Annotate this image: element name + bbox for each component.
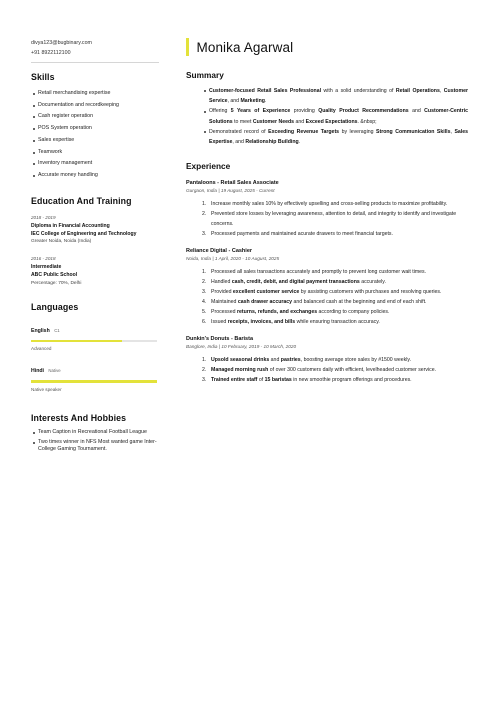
text-run: .: [298, 139, 301, 146]
job-duty: [202, 199, 468, 209]
name-accent-bar: [186, 38, 189, 56]
language-description: Advanced: [31, 346, 52, 352]
text-run: ,: [439, 88, 444, 94]
summary-item: [204, 106, 468, 126]
text-run: and: [294, 118, 306, 125]
text-run: , and: [232, 139, 246, 146]
duty-number: 5.: [202, 309, 207, 316]
duty-number: 6.: [202, 319, 207, 326]
language-level-fill: [31, 340, 122, 342]
skill-item: Retail merchandising expertise: [31, 88, 159, 100]
language-code: C1: [54, 328, 60, 334]
duty-number: 1.: [202, 269, 207, 276]
job-duties: [202, 355, 468, 385]
emphasis-text: Retail Operations: [395, 88, 440, 94]
job-duty: [202, 365, 468, 375]
left-column: [31, 38, 159, 456]
experience-heading: Experience: [186, 161, 231, 172]
name-header: [186, 37, 468, 57]
duty-number: 1.: [202, 357, 207, 364]
language-name: Hindi: [31, 368, 44, 375]
job-entry: [186, 335, 468, 385]
language-code: Native: [48, 368, 61, 374]
emphasis-text: excellent customer service: [232, 289, 300, 296]
text-run: while ensuring transaction accuracy.: [295, 319, 380, 326]
text-run: , and: [227, 98, 241, 105]
summary-item: [204, 86, 468, 106]
text-run: .: [264, 98, 267, 105]
duty-number: 4.: [202, 299, 207, 306]
duty-number: 2.: [202, 367, 207, 374]
interest-item: Two times winner in NFS Most wanted game Inter-College Gaming Tournament.: [31, 439, 159, 454]
job-title: Reliance Digital - Cashier: [186, 248, 253, 255]
interests-list: [31, 429, 159, 454]
contact-email[interactable]: divya123@bugbinary.com: [31, 40, 92, 46]
job-meta: Noida, India | 1 April, 2020 - 10 August, 2025: [186, 256, 280, 262]
job-entry: [186, 247, 468, 327]
skill-item: Documentation and recordkeeping: [31, 100, 159, 112]
job-duty: [202, 209, 468, 229]
emphasis-text: Strong Communication Skills: [376, 128, 451, 135]
language-level-bar: [31, 380, 157, 382]
summary-item: [204, 127, 468, 147]
skill-item: Inventory management: [31, 158, 159, 170]
education-detail: Percentage: 70%, Delhi: [31, 280, 82, 286]
emphasis-text: Customer-Centric Solutions: [209, 108, 468, 125]
interest-item: Team Caption in Recreational Football League: [31, 429, 159, 437]
education-date: 2018 - 2019: [31, 214, 56, 220]
emphasis-text: Customer Needs: [252, 118, 295, 125]
text-run: in new smoothie program offerings and procedures.: [291, 377, 412, 384]
text-run: according to company policies.: [317, 309, 390, 316]
education-heading: Education And Training: [31, 195, 132, 206]
text-run: . &nbsp;: [357, 118, 377, 125]
job-duty: [202, 229, 468, 239]
text-run: ,: [450, 128, 455, 135]
text-run: Maintained: [211, 299, 238, 306]
job-title: Dunkin's Donuts - Barista: [186, 336, 254, 343]
skill-item: Sales expertise: [31, 135, 159, 147]
contact-phone[interactable]: +91 8922112100: [31, 50, 71, 56]
language-level-fill: [31, 380, 157, 382]
education-degree: Intermediate: [31, 263, 62, 270]
text-run: providing: [290, 108, 319, 115]
job-duty: [202, 375, 468, 385]
job-entry: [186, 179, 468, 239]
duty-number: 3.: [202, 231, 207, 238]
text-run: Offering: [209, 108, 231, 115]
job-duty: [202, 277, 468, 287]
text-run: and balanced cash at the beginning and end of each shift.: [292, 299, 427, 306]
job-duties: [202, 267, 468, 327]
education-detail: Greater Noida, Noida (India): [31, 239, 92, 245]
emphasis-text: Customer Service: [209, 88, 468, 105]
text-run: Handled: [211, 279, 232, 286]
emphasis-text: Customer-focused Retail Sales Professional: [209, 88, 322, 94]
text-run: of over 300 customers daily with efficient, levelheaded customer service.: [268, 367, 437, 374]
language-row: [31, 359, 159, 377]
text-run: and: [269, 357, 281, 364]
emphasis-text: Sales Expertise: [209, 128, 468, 146]
language-entry: [31, 359, 159, 392]
text-run: Processed payments and maintained acurate drawers to meet financial targets.: [211, 231, 393, 238]
education-school: ABC Public School: [31, 272, 78, 279]
skill-item: Teamwork: [31, 147, 159, 159]
languages-heading: Languages: [31, 302, 79, 313]
duty-number: 1.: [202, 201, 207, 208]
emphasis-text: Managed morning rush: [211, 367, 269, 374]
job-meta: Gurgaon, India | 19 August, 2025 - Current: [186, 188, 275, 194]
emphasis-text: cash drawer accuracy: [237, 299, 293, 306]
job-duty: [202, 355, 468, 365]
duty-number: 3.: [202, 289, 207, 296]
emphasis-text: pastries: [280, 357, 301, 364]
education-entry: [31, 214, 159, 247]
job-duty: [202, 267, 468, 277]
job-duty: [202, 307, 468, 317]
education-list: [31, 214, 159, 288]
emphasis-text: cash, credit, debit, and digital payment transactions: [231, 279, 360, 286]
job-title: Pantaloons - Retail Sales Associate: [186, 180, 279, 187]
summary-list: [204, 86, 468, 147]
language-description: Native speaker: [31, 386, 62, 392]
emphasis-text: receipts, invoices, and bills: [227, 319, 296, 326]
candidate-name: Monika Agarwal: [196, 39, 294, 55]
interests-heading: Interests And Hobbies: [31, 412, 127, 423]
job-meta: Banglore, India | 10 February, 2019 - 10 March, 2020: [186, 344, 297, 350]
language-level-bar: [31, 340, 157, 342]
skill-item: Accurate money handling: [31, 170, 159, 182]
duty-number: 3.: [202, 377, 207, 384]
text-run: , boosting average store sales by #1500 weekly.: [300, 357, 412, 364]
skills-heading: Skills: [31, 72, 55, 82]
right-column: [186, 37, 468, 385]
education-school: IEC College of Engineering and Technology: [31, 231, 137, 238]
emphasis-text: Quality Product Recommendations: [318, 108, 409, 115]
text-run: Processed: [211, 309, 237, 316]
text-run: Processed all sales transactions accurately and promptly to prevent long customer wait times.: [211, 269, 427, 276]
languages-list: [31, 319, 159, 393]
contact-divider: [31, 62, 159, 63]
summary-heading: Summary: [186, 70, 224, 80]
education-entry: [31, 255, 159, 288]
job-duty: [202, 297, 468, 307]
experience-list: [186, 179, 468, 385]
education-degree: Diploma in Financial Accounting: [31, 222, 110, 229]
language-row: [31, 319, 159, 337]
emphasis-text: Relationship Building: [245, 139, 299, 146]
text-run: Demonstrated record of: [209, 128, 269, 135]
emphasis-text: Exceed Expectations: [305, 118, 358, 125]
text-run: by leveraging: [339, 128, 376, 135]
text-run: and: [408, 108, 425, 115]
job-duty: [202, 287, 468, 297]
text-run: Increase monthly sales 10% by effectively upselling and cross-selling products to maximize profitability.: [211, 201, 448, 208]
emphasis-text: Exceeding Revenue Targets: [268, 128, 340, 135]
text-run: by assisting customers with purchases and resolving queries.: [299, 289, 442, 296]
text-run: of: [257, 377, 265, 384]
text-run: Provided: [211, 289, 233, 296]
job-duties: [202, 199, 468, 239]
text-run: to meet: [232, 118, 253, 125]
emphasis-text: 5 Years of Experience: [230, 108, 291, 115]
emphasis-text: Marketing: [240, 98, 265, 105]
duty-number: 2.: [202, 279, 207, 286]
duty-number: 2.: [202, 211, 207, 218]
text-run: accurately.: [359, 279, 386, 286]
emphasis-text: Trained entire staff: [211, 377, 258, 384]
skills-list: [31, 88, 159, 182]
text-run: Prevented store losses by leveraging awareness, attention to detail, and integrity to identify and investigate concerns.: [211, 211, 457, 228]
language-name: English: [31, 328, 50, 335]
text-run: with a solid understanding of: [321, 88, 396, 94]
emphasis-text: 15 baristas: [264, 377, 292, 384]
emphasis-text: Upsold seasonal drinks: [211, 357, 270, 364]
education-date: 2016 - 2018: [31, 255, 56, 261]
skill-item: Cash register operation: [31, 111, 159, 123]
emphasis-text: returns, refunds, and exchanges: [236, 309, 318, 316]
job-duty: [202, 317, 468, 327]
text-run: Issued: [211, 319, 228, 326]
skill-item: POS System operation: [31, 123, 159, 135]
language-entry: [31, 319, 159, 352]
